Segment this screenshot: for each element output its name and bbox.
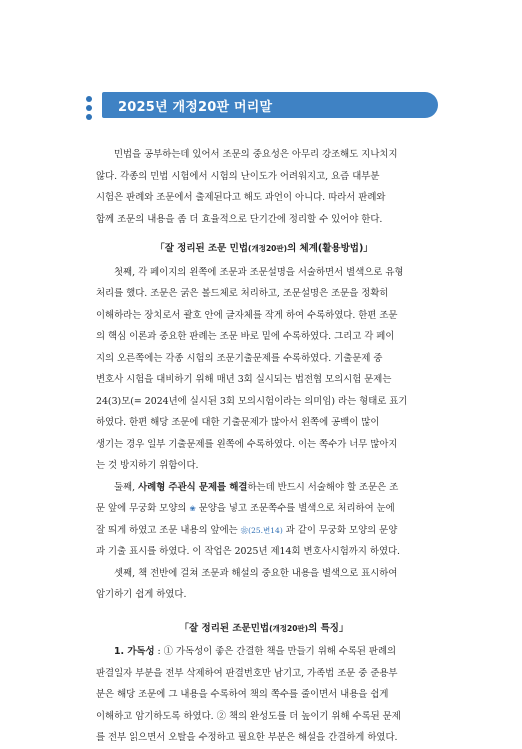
heading1-post: 의 체계(활용방법)」 <box>287 243 373 254</box>
para1-line: 함께 조문의 내용을 좀 더 효율적으로 단기간에 정리할 수 있어야 한다. <box>96 213 383 225</box>
para2-line: 처리를 했다. 조문은 굵은 볼드체로 처리하고, 조문설명은 조문을 정확히 <box>96 288 389 299</box>
heading2-post: 의 특징」 <box>308 622 349 634</box>
para3-line <box>96 498 432 520</box>
para2-line: 이해하라는 장치로서 괄호 안에 글자체를 작게 하여 수록하였다. 한편 조문 <box>96 309 398 321</box>
para1-line: 시험은 판례와 조문에서 출제된다고 해도 과언이 아니다. 따라서 판례와 <box>96 192 386 203</box>
heading2-edition: (개정20판) <box>269 623 309 633</box>
feature-label: 1. 가독성 <box>114 646 155 657</box>
para3-line <box>96 520 432 542</box>
para2-line: 첫째, 각 페이지의 왼쪽에 조문과 조문설명을 서술하면서 별색으로 유형 <box>114 266 404 278</box>
para5-line: 를 전부 읽으면서 오탈을 수정하고 필요한 부분은 해설을 간결하게 하였다. <box>96 732 398 743</box>
para2-line: 변호사 시험을 대비하기 위해 매년 3회 실시되는 법전협 모의시험 문제는 <box>96 374 392 385</box>
para3-text: 둘째, <box>114 481 139 493</box>
para5-line: 분은 해당 조문에 그 내용을 수록하여 책의 쪽수를 줄이면서 내용을 쉽게 <box>96 689 389 700</box>
exam-mark-example: ❀(25.변14) <box>240 525 283 535</box>
section-heading-features <box>96 618 432 640</box>
para4-line: 암기하기 쉽게 하였다. <box>96 589 187 600</box>
preface-body <box>96 144 432 749</box>
para3-text: 하는데 반드시 서술해야 할 조문은 조 <box>247 481 399 493</box>
para5-line: 이해하고 암기하도록 하였다. ② 책의 완성도를 더 높이기 위해 수록된 문제 <box>96 710 401 722</box>
para2-line: 24(3)모(= 2024년에 실시된 3회 모의시험이라는 의미임) 라는 형태로 표기 <box>96 395 408 407</box>
bullet-dots-icon <box>86 96 94 123</box>
heading2-pre: 「잘 정리된 조문민법 <box>179 622 270 634</box>
para5-text: : ① 가독성이 좋은 간결한 책을 만들기 위해 수록된 판례의 <box>154 646 397 657</box>
para3-text: 문 앞에 무궁화 모양의 <box>96 503 190 514</box>
title-banner <box>102 92 438 118</box>
para1-line: 않다. 각종의 민법 시험에서 시험의 난이도가 어려워지고, 요즘 대부분 <box>96 170 380 182</box>
para2-line: 의 핵심 이론과 중요한 판례는 조문 바로 밑에 수록하였다. 그리고 각 페이 <box>96 331 395 342</box>
heading1-pre: 「잘 정리된 조문 민법 <box>155 243 249 254</box>
para2-line: 는 것 방지하기 위함이다. <box>96 460 199 471</box>
para3-line: 과 기출 표시를 하였다. 이 작업은 2025년 제14회 변호사시험까지 하였다. <box>96 546 401 557</box>
para3-text: 문양을 넣고 조문쪽수를 별색으로 처리하여 눈에 <box>195 503 395 514</box>
page-title: 2025년 개정20판 머리말 <box>118 100 273 115</box>
para4-line: 셋째, 책 전반에 걸쳐 조문과 해설의 중요한 내용을 별색으로 표시하여 <box>114 567 398 579</box>
para1-line: 민법을 공부하는데 있어서 조문의 중요성은 아무리 강조해도 지나치지 <box>114 149 398 160</box>
para3-emphasis: 사례형 주관식 문제를 해결 <box>138 481 248 493</box>
heading1-edition: (개정20판) <box>248 244 288 253</box>
para3-text: 과 같이 무궁화 모양의 문양 <box>282 524 398 536</box>
flower-mark-icon: ❀ <box>189 504 196 513</box>
para3-line <box>96 477 432 499</box>
section-heading-system <box>96 238 432 260</box>
para2-line: 생기는 경우 일부 기출문제를 왼쪽에 수록하였다. 이는 쪽수가 너무 많아지 <box>96 438 398 450</box>
para2-line: 지의 오른쪽에는 각종 시험의 조문기출문제를 수록하였다. 기출문제 중 <box>96 352 383 364</box>
para3-text: 잘 띄게 하였고 조문 내용의 앞에는 <box>96 524 241 536</box>
para5-line <box>96 641 432 663</box>
para2-line: 하였다. 한편 해당 조문에 대한 기출문제가 많아서 왼쪽에 공백이 많이 <box>96 417 380 428</box>
para5-line: 판결일자 부분을 전부 삭제하여 판결번호만 남기고, 가족법 조문 중 준용부 <box>96 667 398 679</box>
